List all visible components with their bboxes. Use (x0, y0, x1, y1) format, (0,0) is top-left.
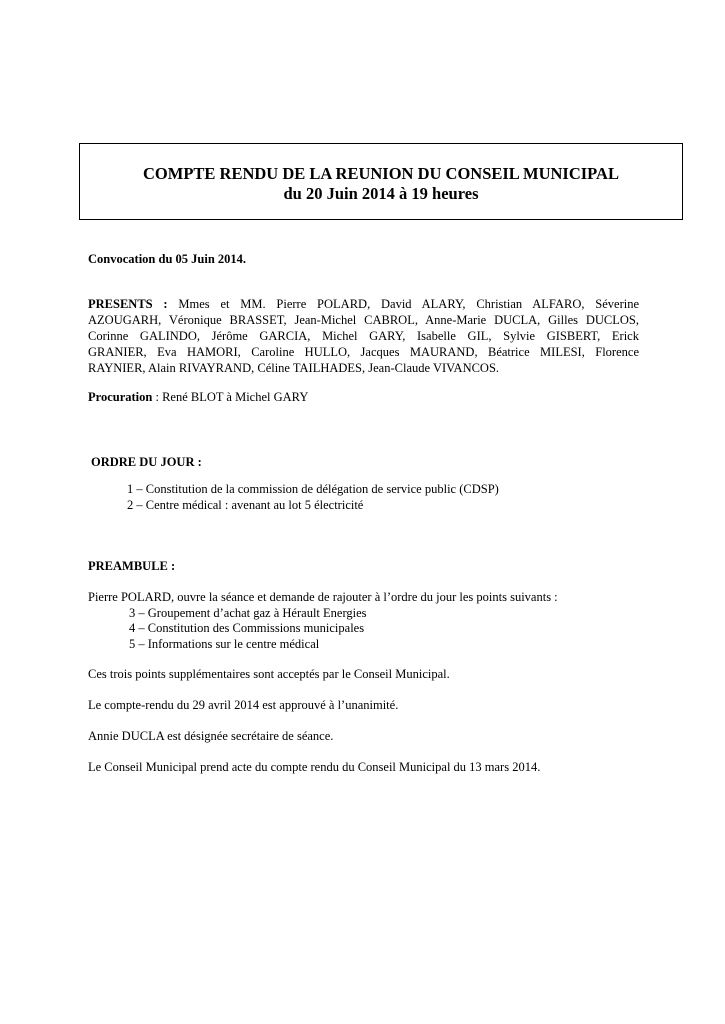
preambule-item-3: 3 – Groupement d’achat gaz à Hérault Energies (129, 606, 367, 620)
title-line-2: du 20 Juin 2014 à 19 heures (283, 184, 479, 203)
title-box (79, 143, 683, 220)
paragraph-secretaire: Annie DUCLA est désignée secrétaire de séance. (88, 729, 334, 743)
presents-line-2: AZOUGARH, Véronique BRASSET, Jean-Michel CABROL, Anne-Marie DUCLA, Gilles DUCLOS, (88, 313, 639, 327)
presents-line-3: Corinne GALINDO, Jérôme GARCIA, Michel GARY, Isabelle GIL, Sylvie GISBERT, Erick (88, 329, 639, 343)
presents-line-5: RAYNIER, Alain RIVAYRAND, Céline TAILHADES, Jean-Claude VIVANCOS. (88, 361, 500, 375)
presents-label: PRESENTS : (88, 297, 168, 311)
paragraph-points-acceptes: Ces trois points supplémentaires sont acceptés par le Conseil Municipal. (88, 667, 450, 681)
preambule-item-4: 4 – Constitution des Commissions municipales (129, 621, 365, 635)
paragraph-prend-acte: Le Conseil Municipal prend acte du compte rendu du Conseil Municipal du 13 mars 2014. (88, 760, 541, 774)
presents-paragraph (88, 296, 639, 376)
paragraph-compte-rendu-approuve: Le compte-rendu du 29 avril 2014 est approuvé à l’unanimité. (88, 698, 399, 712)
ordre-item-2: 2 – Centre médical : avenant au lot 5 électricité (127, 498, 364, 512)
presents-line-1 (88, 296, 639, 312)
ordre-du-jour-heading: ORDRE DU JOUR : (91, 455, 202, 469)
title-line-1: COMPTE RENDU DE LA REUNION DU CONSEIL MUNICIPAL (143, 164, 619, 183)
procuration-text: : René BLOT à Michel GARY (152, 390, 309, 404)
convocation-line: Convocation du 05 Juin 2014. (88, 252, 247, 266)
ordre-item-1: 1 – Constitution de la commission de délégation de service public (CDSP) (127, 482, 499, 496)
presents-line-4: GRANIER, Eva HAMORI, Caroline HULLO, Jacques MAURAND, Béatrice MILESI, Florence (88, 345, 639, 359)
preambule-heading: PREAMBULE : (88, 559, 176, 573)
procuration-line (88, 389, 639, 405)
preambule-intro: Pierre POLARD, ouvre la séance et demande de rajouter à l’ordre du jour les points suivants : (88, 590, 558, 604)
preambule-item-5: 5 – Informations sur le centre médical (129, 637, 320, 651)
presents-line-1-text: Mmes et MM. Pierre POLARD, David ALARY, Christian ALFARO, Séverine (178, 297, 640, 311)
procuration-label: Procuration (88, 390, 153, 404)
